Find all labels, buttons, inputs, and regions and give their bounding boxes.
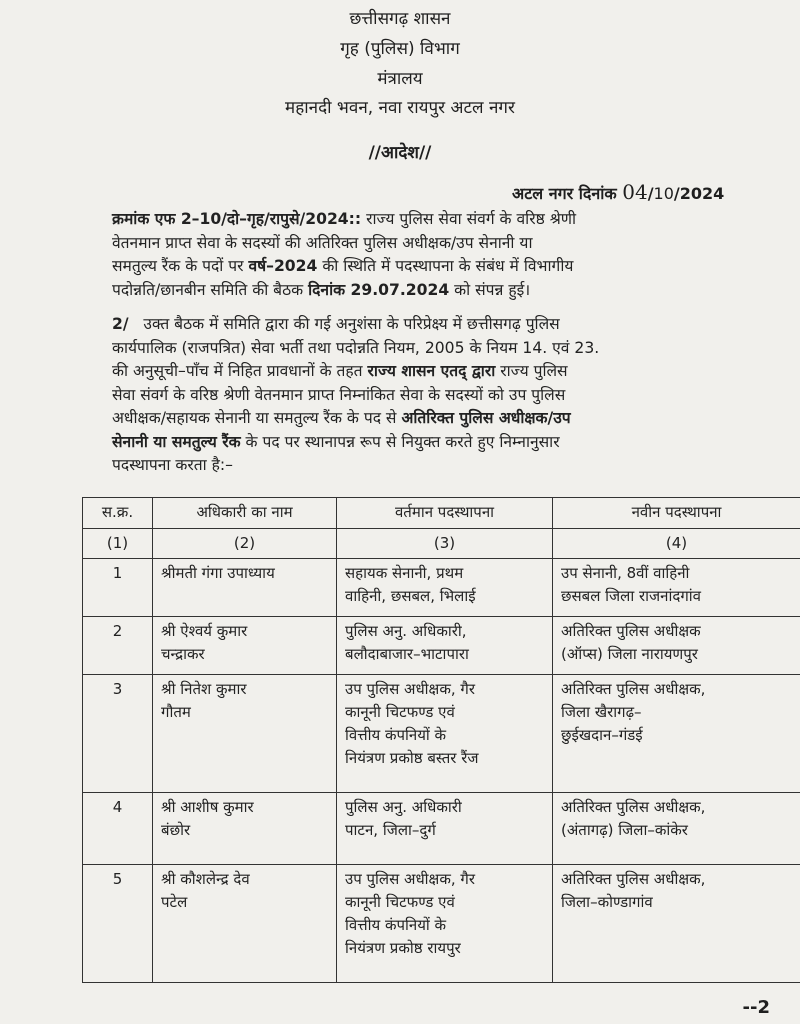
row-new-posting [553,617,800,675]
order-title: //आदेश// [368,143,432,163]
name-line: चन्द्राकर [161,645,205,663]
para2-line1: उक्त बैठक में समिति द्वारा की गई अनुशंसा के परिप्रेक्ष्य में छत्तीसगढ़ पुलिस [143,315,560,333]
header-serial: स.क्र. [83,498,153,529]
row-new-posting [553,559,800,617]
page-number: --2 [742,997,770,1018]
new-line: अतिरिक्त पुलिस अधीक्षक [561,622,701,640]
current-line: पाटन, जिला–दुर्ग [345,821,436,839]
header-address: महानदी भवन, नवा रायपुर अटल नगर [285,98,515,118]
new-line: अतिरिक्त पुलिस अधीक्षक, [561,798,706,816]
para1-line4-a: पदोन्नति/छानबीन समिति की बैठक [112,280,304,299]
table-row [83,559,800,617]
row-current-posting [337,865,553,983]
dateline-prefix: अटल नगर दिनांक [512,184,617,203]
row-serial: 4 [83,793,153,865]
name-line: श्री आशीष कुमार [161,798,254,816]
new-line: (अंतागढ़) जिला–कांकेर [561,821,688,839]
dateline-year: 2024 [679,184,725,203]
para1-line2: वेतनमान प्राप्त सेवा के सदस्यों की अतिरिक्त पुलिस अधीक्षक/उप सेनानी या [112,233,533,252]
row-new-posting [553,793,800,865]
paragraph-1 [112,208,784,302]
row-current-posting [337,617,553,675]
header-current-posting: वर्तमान पदस्थापना [337,498,553,529]
para2-line6-bold: सेनानी या समतुल्य रैंक [112,432,241,451]
current-line: उप पुलिस अधीक्षक, गैर [345,870,475,888]
row-serial: 5 [83,865,153,983]
para2-line6-b: के पद पर स्थानापन्न रूप से नियुक्त करते हुए निम्नानुसार [245,432,560,451]
postings-table-wrap [82,497,800,983]
new-line: उप सेनानी, 8वीं वाहिनी [561,564,690,582]
current-line: उप पुलिस अधीक्षक, गैर [345,680,475,698]
order-number: क्रमांक एफ 2–10/दो–गृह/रापुसे/2024:: [112,210,362,228]
para2-line7: पदस्थापना करता है:– [112,456,233,474]
para2-number: 2/ [112,315,129,333]
current-line: वित्तीय कंपनियों के [345,916,447,934]
current-line: नियंत्रण प्रकोष्ठ बस्तर रैंज [345,749,479,767]
postings-table [82,497,800,983]
name-line: गौतम [161,703,191,721]
current-line: कानूनी चिटफण्ड एवं [345,703,455,721]
name-line: श्री ऐश्वर्य कुमार [161,622,248,640]
index-4: (4) [553,529,800,559]
para1-year: वर्ष–2024 [248,257,318,275]
current-line: कानूनी चिटफण्ड एवं [345,893,455,911]
index-3: (3) [337,529,553,559]
row-officer-name [153,675,337,793]
row-serial: 3 [83,675,153,793]
para1-line1-text: राज्य पुलिस सेवा संवर्ग के वरिष्ठ श्रेणी [366,210,577,228]
new-line: अतिरिक्त पुलिस अधीक्षक, [561,870,706,888]
para2-line3-bold: राज्य शासन एतद् द्वारा [367,362,496,380]
index-2: (2) [153,529,337,559]
table-index-row [83,529,800,559]
new-line: छुईखदान–गंडई [561,726,643,744]
index-1: (1) [83,529,153,559]
current-line: बलौदाबाजार–भाटापारा [345,645,469,663]
name-line: श्री कौशलेन्द्र देव [161,870,250,888]
table-row [83,675,800,793]
table-header-row [83,498,800,529]
name-line: पटेल [161,893,188,911]
para1-line3-a: समतुल्य रैंक के पदों पर [112,257,244,275]
name-line: बंछोर [161,821,191,839]
header-new-posting: नवीन पदस्थापना [553,498,800,529]
row-current-posting [337,675,553,793]
row-officer-name [153,617,337,675]
current-line: सहायक सेनानी, प्रथम [345,564,464,582]
header-govt: छत्तीसगढ़ शासन [349,9,451,29]
paragraph-2 [112,313,784,478]
para2-line4: सेवा संवर्ग के वरिष्ठ श्रेणी वेतनमान प्राप्त निम्नांकित सेवा के सदस्यों को उप पुलिस [112,385,566,404]
para1-line4-b: को संपन्न हुई। [454,280,531,299]
para2-line2: कार्यपालिक (राजपत्रित) सेवा भर्ती तथा पदोन्नति नियम, 2005 के नियम 14. एवं 23. [112,338,600,357]
new-line: (ऑप्स) जिला नारायणपुर [561,645,698,663]
name-line: श्री नितेश कुमार [161,680,247,698]
current-line: वाहिनी, छसबल, भिलाई [345,587,476,605]
dateline-day: 04 [622,180,648,204]
current-line: पुलिस अनु. अधिकारी, [345,622,467,640]
para2-line3-a: की अनुसूची–पाँच में निहित प्रावधानों के तहत [112,362,363,380]
current-line: पुलिस अनु. अधिकारी [345,798,462,816]
row-officer-name [153,865,337,983]
table-row [83,793,800,865]
dateline-month: 10 [653,184,674,203]
new-line: छसबल जिला राजनांदगांव [561,587,701,605]
para1-meeting-date: दिनांक 29.07.2024 [308,280,450,299]
row-current-posting [337,559,553,617]
new-line: जिला–कोण्डागांव [561,893,653,911]
header-ministry: मंत्रालय [377,69,423,89]
para1-line3-b: की स्थिति में पदस्थापना के संबंध में विभागीय [322,257,574,275]
row-new-posting [553,865,800,983]
para2-line5-bold: अतिरिक्त पुलिस अधीक्षक/उप [401,409,571,427]
row-serial: 1 [83,559,153,617]
row-current-posting [337,793,553,865]
row-serial: 2 [83,617,153,675]
header-department: गृह (पुलिस) विभाग [340,39,460,59]
new-line: अतिरिक्त पुलिस अधीक्षक, [561,680,706,698]
row-officer-name [153,793,337,865]
row-officer-name [153,559,337,617]
para2-line5-a: अधीक्षक/सहायक सेनानी या समतुल्य रैंक के पद से [112,409,397,427]
current-line: वित्तीय कंपनियों के [345,726,447,744]
table-row [83,617,800,675]
new-line: जिला खैरागढ़– [561,703,642,721]
dateline: अटल नगर दिनांक 04/10/2024 [512,180,725,204]
header-officer-name: अधिकारी का नाम [153,498,337,529]
current-line: नियंत्रण प्रकोष्ठ रायपुर [345,939,461,957]
para2-line3-b: राज्य पुलिस [500,362,568,380]
name-line: श्रीमती गंगा उपाध्याय [161,564,275,582]
table-row [83,865,800,983]
row-new-posting [553,675,800,793]
